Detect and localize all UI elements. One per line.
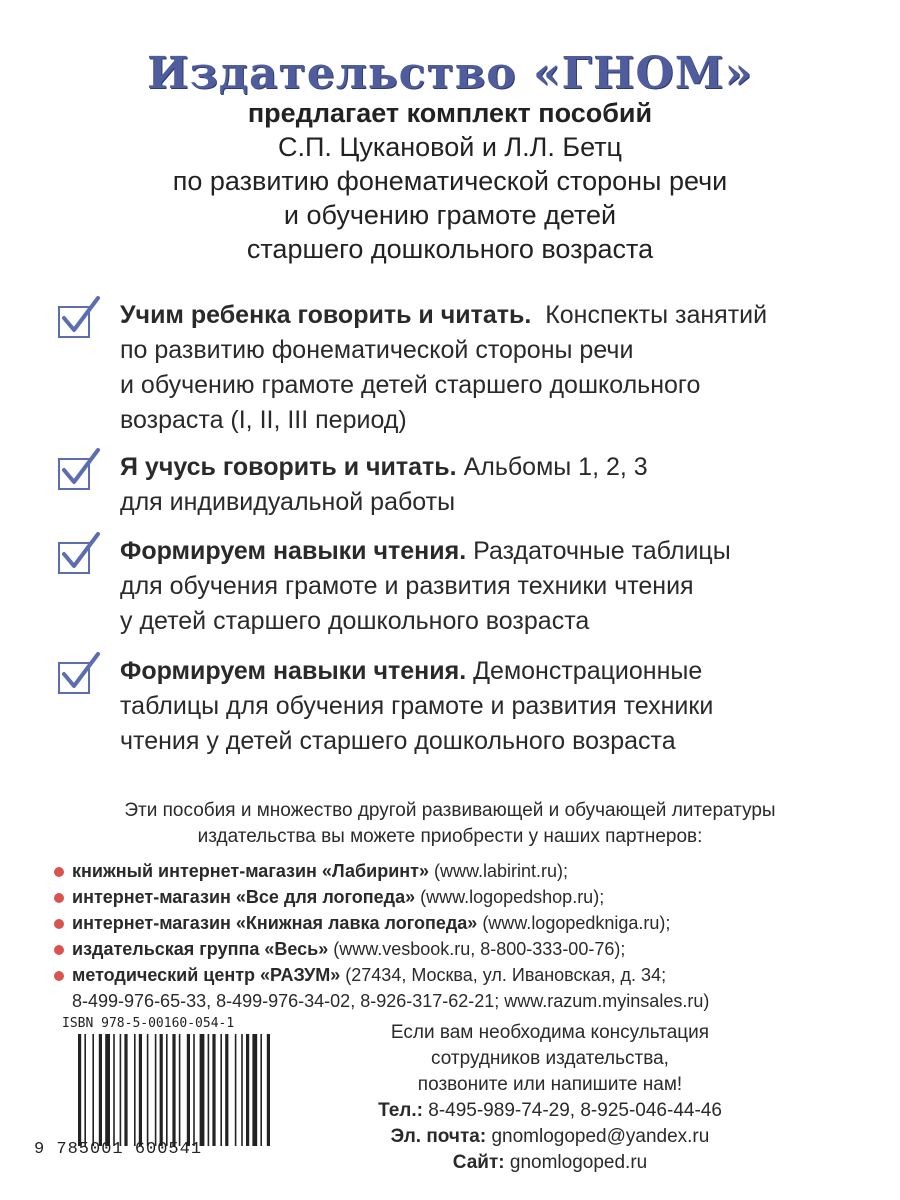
- checkmark-icon: [58, 458, 90, 490]
- product-title: Формируем навыки чтения.: [120, 537, 467, 565]
- barcode-bar: [200, 1034, 205, 1146]
- barcode-bar: [212, 1034, 215, 1146]
- product-desc: для обучения грамоте и развития техники чтения: [120, 572, 694, 600]
- partner-name: интернет-магазин «Все для логопеда»: [72, 887, 416, 907]
- barcode-bar: [84, 1034, 86, 1146]
- product-desc: возраста (I, II, III период): [120, 406, 407, 434]
- product-desc: для индивидуальной работы: [120, 488, 456, 516]
- barcode-bar: [172, 1034, 175, 1146]
- partner-item: [50, 858, 890, 884]
- partner-name: издательская группа «Весь»: [72, 939, 329, 959]
- barcode-bar: [267, 1034, 270, 1146]
- contact-email: [300, 1124, 800, 1150]
- contact-line: Если вам необходима консультация: [390, 1022, 710, 1043]
- partner-item: [50, 884, 890, 910]
- barcode-bar: [139, 1034, 142, 1146]
- checkmark-icon: [58, 662, 90, 694]
- product-desc: Конспекты занятий: [545, 301, 768, 329]
- barcode-bar: [120, 1034, 122, 1146]
- partner-name: методический центр «РАЗУМ»: [72, 965, 341, 985]
- product-desc: Демонстрационные: [473, 657, 703, 685]
- barcode-bar: [134, 1034, 136, 1146]
- barcode-icon: [78, 1034, 278, 1146]
- product-text: [120, 450, 880, 520]
- bullet-icon: [54, 893, 64, 903]
- offer-block: [0, 96, 900, 266]
- barcode-bar: [78, 1034, 81, 1146]
- contact-line: позвоните или напишите нам!: [417, 1074, 683, 1095]
- offer-line: старшего дошкольного возраста: [246, 234, 654, 264]
- product-title: Учим ребенка говорить и читать.: [120, 301, 532, 329]
- partner-detail: (www.logopedkniga.ru);: [477, 913, 671, 933]
- barcode-bar: [113, 1034, 115, 1146]
- contact-line: сотрудников издательства,: [431, 1048, 669, 1069]
- bullet-icon: [54, 945, 64, 955]
- barcode-bar: [193, 1034, 195, 1146]
- barcode-bar: [155, 1034, 157, 1146]
- partners-intro-line: Эти пособия и множество другой развивающей и обучающей литературы: [124, 800, 776, 821]
- barcode-bar: [252, 1034, 257, 1146]
- barcode-bar: [235, 1034, 237, 1146]
- product-text: [120, 298, 880, 438]
- phone-label: Тел.:: [378, 1100, 423, 1121]
- product-title: Формируем навыки чтения.: [120, 657, 467, 685]
- contact-block: [300, 1020, 800, 1176]
- barcode-bar: [92, 1034, 94, 1146]
- partner-detail-2: 8-499-976-65-33, 8-499-976-34-02, 8-926-317-62-21; www.razum.myinsales.ru): [72, 991, 710, 1011]
- checkmark-icon: [58, 306, 90, 338]
- publisher-title: Издательство «ГНОМ»: [147, 48, 753, 99]
- barcode-bar: [241, 1034, 243, 1146]
- barcode-bar: [246, 1034, 249, 1146]
- barcode-bar: [99, 1034, 102, 1146]
- barcode-bar: [147, 1034, 149, 1146]
- product-title: Я учусь говорить и читать.: [120, 453, 457, 481]
- barcode-bar: [225, 1034, 228, 1146]
- product-desc: Раздаточные таблицы: [473, 537, 731, 565]
- barcode-digits: 9 785001 600541: [34, 1140, 203, 1159]
- partner-name: интернет-магазин «Книжная лавка логопеда»: [72, 913, 478, 933]
- partner-item: [50, 936, 890, 962]
- partner-detail: (www.labirint.ru);: [428, 861, 569, 881]
- product-desc: и обучению грамоте детей старшего дошкольного: [120, 371, 701, 399]
- bullet-icon: [54, 971, 64, 981]
- barcode-bar: [187, 1034, 190, 1146]
- barcode-bar: [220, 1034, 222, 1146]
- product-text: [120, 534, 880, 639]
- bullet-icon: [54, 867, 64, 877]
- partners-intro-line: издательства вы можете приобрести у наших партнеров:: [197, 826, 703, 847]
- isbn-text: ISBN 978-5-00160-054-1: [62, 1016, 235, 1031]
- phone-value: 8-495-989-74-29, 8-925-046-44-46: [422, 1100, 722, 1121]
- barcode-bar: [105, 1034, 110, 1146]
- barcode-bar: [124, 1034, 127, 1146]
- barcode-bar: [160, 1034, 163, 1146]
- product-desc: Альбомы 1, 2, 3: [463, 453, 648, 481]
- email-value: gnomlogoped@yandex.ru: [486, 1126, 710, 1147]
- barcode-bar: [260, 1034, 262, 1146]
- product-desc: чтения у детей старшего дошкольного возраста: [120, 727, 676, 755]
- product-desc: таблицы для обучения грамоте и развития техники: [120, 692, 714, 720]
- partner-detail: (www.vesbook.ru, 8-800-333-00-76);: [328, 939, 626, 959]
- barcode-bar: [208, 1034, 210, 1146]
- contact-site: [300, 1150, 800, 1176]
- partners-list: [50, 858, 890, 1014]
- offer-heading: предлагает комплект пособий: [247, 98, 653, 128]
- partner-item: [50, 910, 890, 936]
- barcode-bar: [179, 1034, 181, 1146]
- barcode-bar: [166, 1034, 168, 1146]
- partners-intro: [0, 798, 900, 850]
- site-value: gnomlogoped.ru: [504, 1152, 648, 1173]
- offer-line: и обучению грамоте детей: [283, 200, 617, 230]
- product-desc: по развитию фонематической стороны речи: [120, 336, 634, 364]
- offer-line: С.П. Цукановой и Л.Л. Бетц: [277, 132, 623, 162]
- barcode-block: [34, 1016, 270, 1166]
- offer-line: по развитию фонематической стороны речи: [172, 166, 728, 196]
- product-desc: у детей старшего дошкольного возраста: [120, 607, 590, 635]
- checkmark-icon: [58, 542, 90, 574]
- product-text: [120, 654, 880, 759]
- partner-detail: (27434, Москва, ул. Ивановская, д. 34;: [340, 965, 667, 985]
- contact-phone: [300, 1098, 800, 1124]
- email-label: Эл. почта:: [390, 1126, 487, 1147]
- partner-name: книжный интернет-магазин «Лабиринт»: [72, 861, 429, 881]
- partner-item: [50, 962, 890, 1014]
- partner-detail: (www.logopedshop.ru);: [415, 887, 605, 907]
- bullet-icon: [54, 919, 64, 929]
- site-label: Сайт:: [452, 1152, 505, 1173]
